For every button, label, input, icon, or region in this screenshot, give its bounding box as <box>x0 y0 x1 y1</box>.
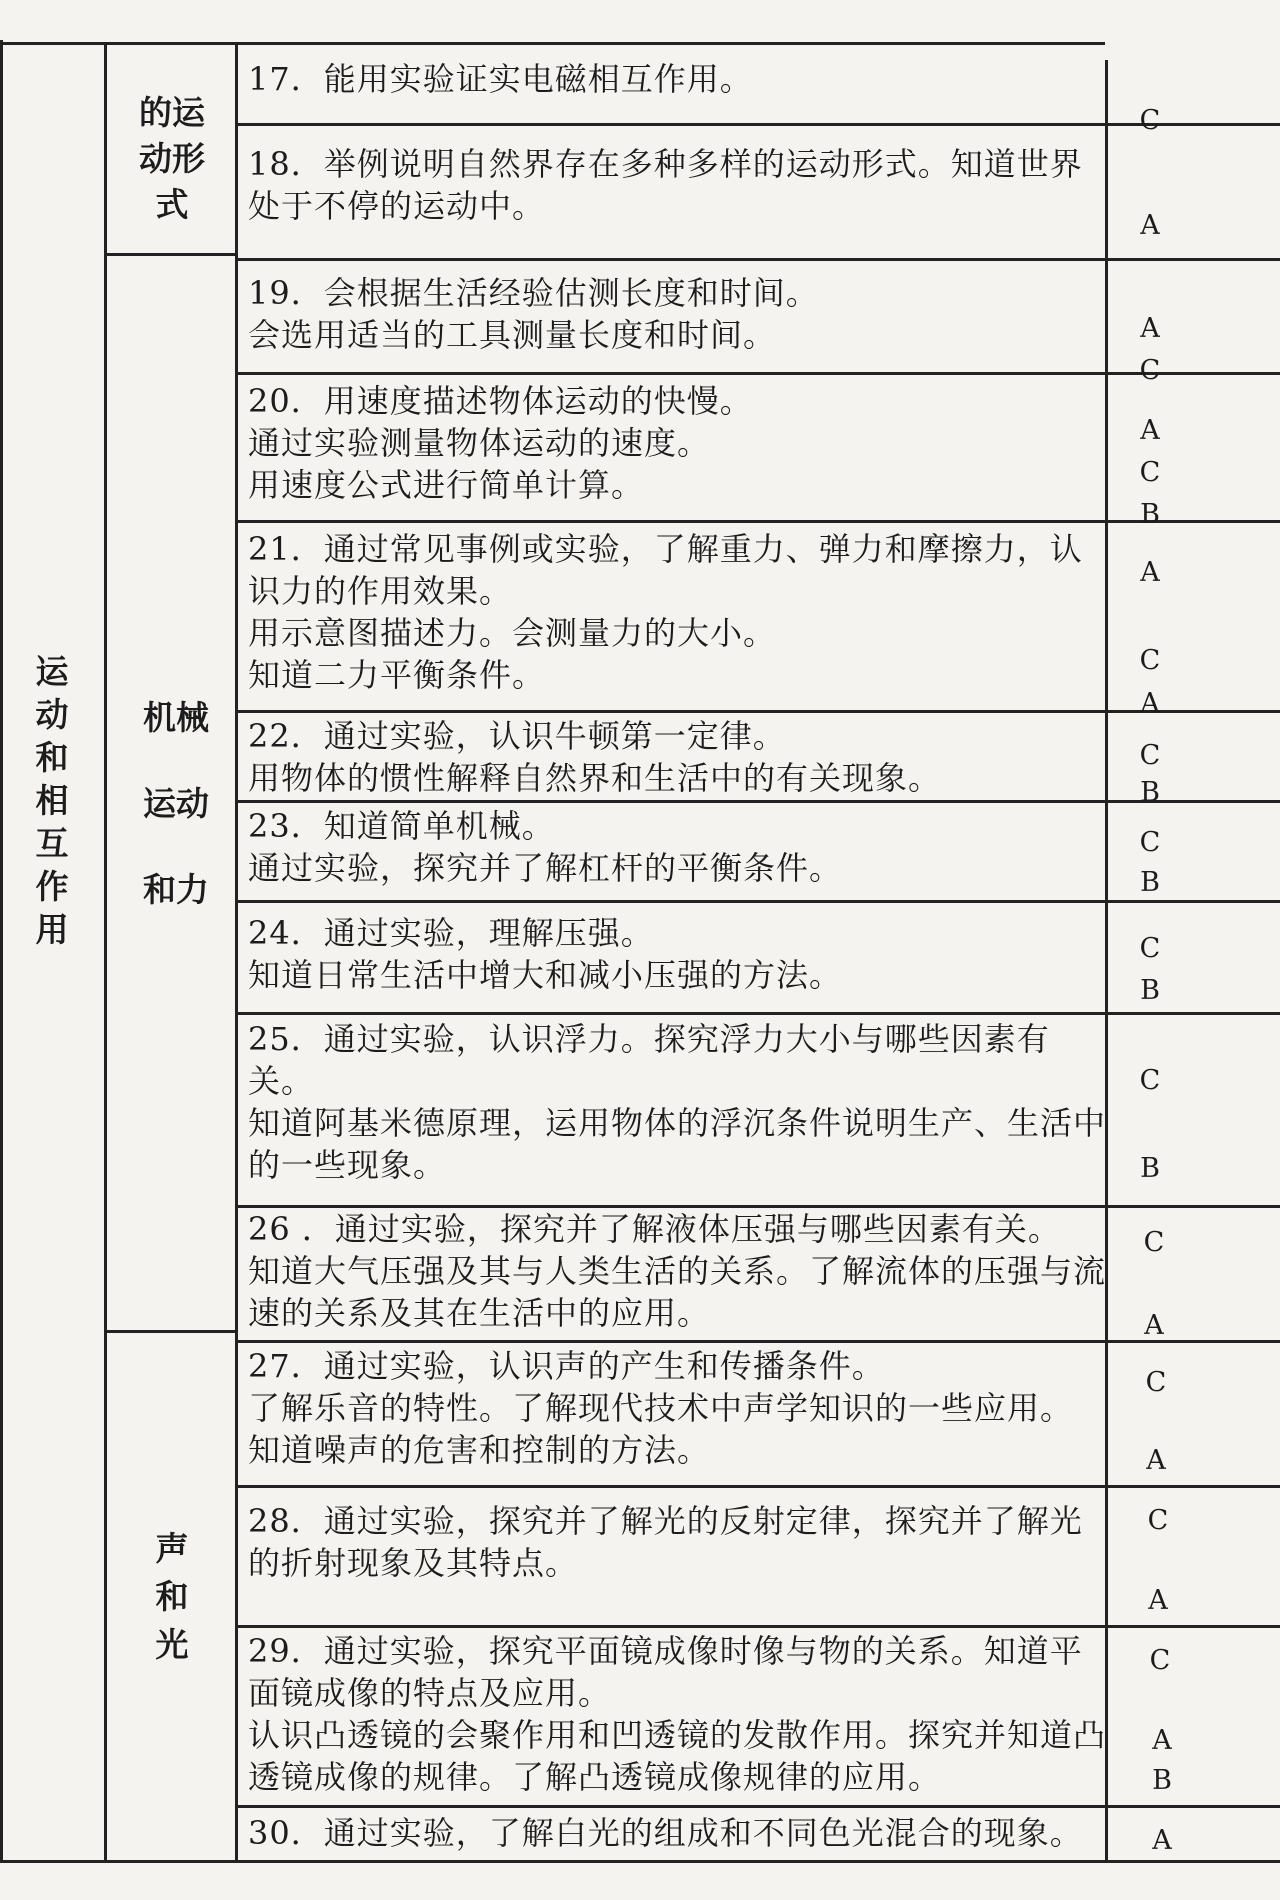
grade-letter: A <box>1140 313 1160 344</box>
row-text: 29．通过实验，探究平面镜成像时像与物的关系。知道平面镜成像的特点及应用。 <box>248 1632 1083 1712</box>
grade-letter: A <box>1152 1825 1172 1856</box>
row-text: 用速度公式进行简单计算。 <box>248 466 645 504</box>
row-divider <box>235 710 1280 713</box>
grade-letter: C <box>1139 645 1161 676</box>
row-text: 了解乐音的特性。了解现代技术中声学知识的一些应用。 <box>248 1389 1074 1427</box>
grade-letter: B <box>1140 867 1160 898</box>
grade-letter: C <box>1139 355 1161 386</box>
row-text: 知道日常生活中增大和减小压强的方法。 <box>248 956 843 994</box>
subcategory-divider-1 <box>104 253 235 256</box>
grade-letter: C <box>1139 457 1161 488</box>
row-divider <box>235 1805 1280 1808</box>
table-row <box>248 143 1108 227</box>
row-text: 通过实验测量物体运动的速度。 <box>248 424 711 462</box>
subcategory-mechanics: 机械运动和力 <box>143 698 209 909</box>
grade-letter: B <box>1140 777 1160 808</box>
table-row <box>248 528 1108 696</box>
table-row <box>248 1630 1108 1798</box>
grade-letter: A <box>1146 1445 1166 1476</box>
row-text: 知道阿基米德原理，运用物体的浮沉条件说明生产、生活中的一些现象。 <box>248 1104 1107 1184</box>
grade-letter: A <box>1140 688 1160 719</box>
row-text: 24．通过实验，理解压强。 <box>248 914 654 952</box>
column-divider-1 <box>104 45 107 1860</box>
table-row <box>248 715 1108 799</box>
table-row <box>248 1208 1108 1334</box>
grade-letter: C <box>1139 933 1161 964</box>
row-divider <box>235 520 1280 523</box>
row-text: 27．通过实验，认识声的产生和传播条件。 <box>248 1347 885 1385</box>
row-text: 知道噪声的危害和控制的方法。 <box>248 1431 711 1469</box>
table-row <box>248 1500 1108 1584</box>
grade-letter: A <box>1140 557 1160 588</box>
grade-letter: A <box>1144 1310 1164 1341</box>
table-row <box>248 1345 1108 1471</box>
row-text: 28．通过实验，探究并了解光的反射定律，探究并了解光的折射现象及其特点。 <box>248 1502 1083 1582</box>
grade-letter: B <box>1140 975 1160 1006</box>
table-top-border <box>0 42 1105 45</box>
grade-letter: A <box>1140 415 1160 446</box>
row-text: 用物体的惯性解释自然界和生活中的有关现象。 <box>248 759 942 797</box>
table-row <box>248 58 1108 100</box>
row-text: 25．通过实验，认识浮力。探究浮力大小与哪些因素有关。 <box>248 1020 1050 1100</box>
row-text: 30．通过实验，了解白光的组成和不同色光混合的现象。 <box>248 1814 1083 1852</box>
row-divider <box>235 1012 1280 1015</box>
category-label: 运动和相互作用 <box>35 652 69 949</box>
table-row <box>248 380 1108 506</box>
row-text: 知道二力平衡条件。 <box>248 656 546 694</box>
row-divider <box>235 258 1280 261</box>
grade-letter: B <box>1140 1153 1160 1184</box>
grade-letter: B <box>1152 1765 1172 1796</box>
grade-letter: C <box>1149 1645 1171 1676</box>
row-divider <box>235 123 1280 126</box>
grade-letter: A <box>1140 210 1160 241</box>
table-row <box>248 912 1108 996</box>
row-text: 22．通过实验，认识牛顿第一定律。 <box>248 717 786 755</box>
grade-letter: C <box>1143 1227 1165 1258</box>
row-text: 认识凸透镜的会聚作用和凹透镜的发散作用。探究并知道凸透镜成像的规律。了解凸透镜成像规律的应用。 <box>248 1716 1107 1796</box>
table-row <box>248 805 1108 889</box>
row-text: 用示意图描述力。会测量力的大小。 <box>248 614 777 652</box>
grade-letter: A <box>1148 1585 1168 1616</box>
grade-letter: C <box>1139 105 1161 136</box>
row-divider <box>235 1485 1280 1488</box>
subcategory-divider-2 <box>104 1330 235 1333</box>
row-divider <box>235 1625 1280 1628</box>
grade-letter: C <box>1139 827 1161 858</box>
row-text: 知道大气压强及其与人类生活的关系。了解流体的压强与流速的关系及其在生活中的应用。 <box>248 1252 1107 1332</box>
grade-letter: B <box>1140 499 1160 530</box>
row-divider <box>235 900 1280 903</box>
row-divider <box>235 372 1280 375</box>
row-divider <box>235 1340 1280 1343</box>
row-text: 18．举例说明自然界存在多种多样的运动形式。知道世界处于不停的运动中。 <box>248 145 1083 225</box>
row-divider <box>235 800 1280 803</box>
table-border-left <box>0 40 3 1860</box>
subcategory-sound-light: 声和光 <box>155 1529 189 1664</box>
grade-letter: A <box>1152 1725 1172 1756</box>
table-row <box>248 1812 1108 1854</box>
row-text: 19．会根据生活经验估测长度和时间。 <box>248 274 819 312</box>
row-text: 通过实验，探究并了解杠杆的平衡条件。 <box>248 849 843 887</box>
grade-letter: C <box>1139 740 1161 771</box>
column-divider-2 <box>235 45 238 1860</box>
row-text: 17．能用实验证实电磁相互作用。 <box>248 60 753 98</box>
grade-letter: C <box>1145 1367 1167 1398</box>
grade-letter: C <box>1147 1505 1169 1536</box>
row-text: 20．用速度描述物体运动的快慢。 <box>248 382 753 420</box>
grade-letter: C <box>1139 1065 1161 1096</box>
row-text: 26 ．通过实验，探究并了解液体压强与哪些因素有关。 <box>248 1210 1061 1248</box>
row-text: 23．知道简单机械。 <box>248 807 555 845</box>
table-row <box>248 1018 1108 1186</box>
row-text: 会选用适当的工具测量长度和时间。 <box>248 316 777 354</box>
row-text: 21．通过常见事例或实验，了解重力、弹力和摩擦力，认识力的作用效果。 <box>248 530 1083 610</box>
table-row <box>248 272 1108 356</box>
subcategory-motion-forms: 的运动形式 <box>139 93 205 224</box>
table-bottom-border <box>0 1860 1280 1863</box>
